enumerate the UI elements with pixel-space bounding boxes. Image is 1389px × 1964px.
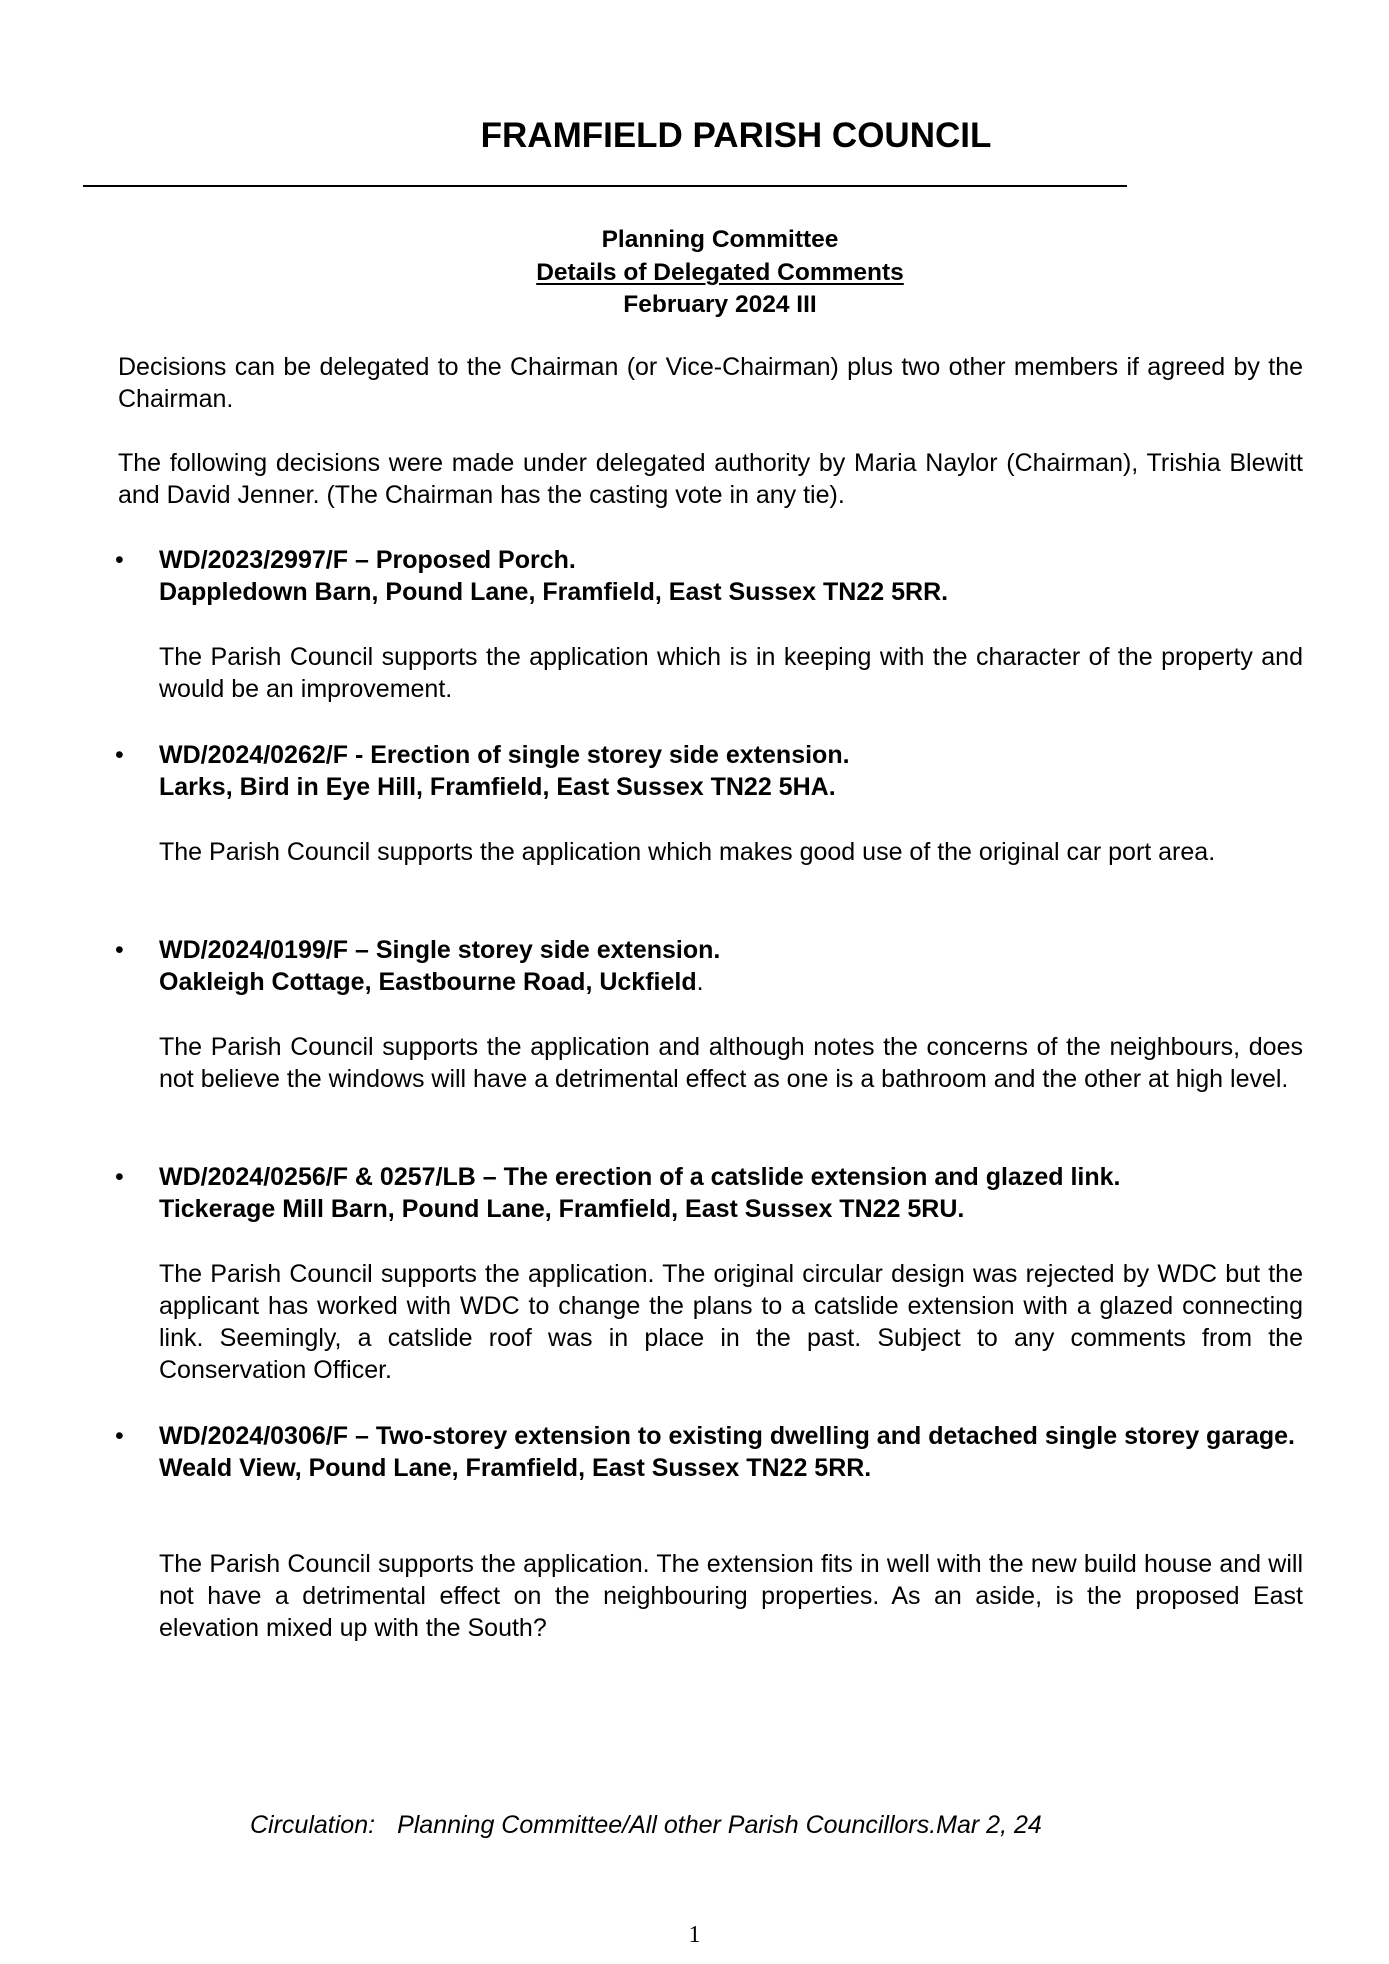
application-description: Single storey side extension. [375,936,721,964]
application-heading [159,934,1303,998]
application-description: Proposed Porch. [375,546,576,574]
bullet-icon: • [115,936,124,964]
bullet-icon: • [115,546,124,574]
bullet-icon: • [115,1163,124,1191]
application-address: Tickerage Mill Barn, Pound Lane, Framfield, East Sussex TN22 5RU. [159,1195,965,1223]
application-heading [159,1420,1303,1484]
application-description: The erection of a catslide extension and glazed link. [503,1163,1121,1191]
circulation-label: Circulation: [250,1811,376,1839]
application-heading [159,739,1303,803]
header-divider [83,185,1127,187]
application-heading [159,544,1303,608]
address-suffix: . [696,968,704,996]
application-address: Oakleigh Cottage, Eastbourne Road, Uckfield [159,968,697,996]
bullet-icon: • [115,741,124,769]
separator: – [354,936,369,964]
decision-makers-note: The following decisions were made under delegated authority by Maria Naylor (Chairman), Trishia Blewitt and David Jenner. (The Chairman has the casting vote in any tie). [118,449,1303,509]
circulation-text: Planning Committee/All other Parish Councillors.Mar 2, 24 [397,1811,1042,1839]
application-address: Larks, Bird in Eye Hill, Framfield, East Sussex TN22 5HA. [159,773,836,801]
separator: – [354,1422,369,1450]
application-comment: The Parish Council supports the application which makes good use of the original car port area. [159,838,1216,866]
application-reference: WD/2024/0306/F [159,1422,348,1450]
application-description: Two-storey extension to existing dwelling and detached single storey garage. [375,1422,1295,1450]
application-comment: The Parish Council supports the application which is in keeping with the character of the property and would be an improvement. [159,643,1303,703]
application-reference: WD/2024/0262/F [159,741,348,769]
application-heading [159,1161,1303,1225]
separator: – [354,546,369,574]
period-heading: February 2024 III [623,291,817,318]
application-comment: The Parish Council supports the application. The extension fits in well with the new build house and will not have a detrimental effect on the neighbouring properties. As an aside, is the proposed East elevation mixed up with the South? [159,1550,1303,1642]
application-comment: The Parish Council supports the application. The original circular design was rejected by WDC but the applicant has worked with WDC to change the plans to a catslide extension with a glazed connecting link. Seemingly, a catslide roof was in place in the past. Subject to any comments from the Conservation Officer. [159,1260,1303,1384]
circulation-line [250,1809,1170,1841]
bullet-icon: • [115,1422,124,1450]
application-reference: WD/2024/0199/F [159,936,348,964]
application-description: Erection of single storey side extension. [370,741,850,769]
committee-heading: Planning Committee [601,226,839,253]
document-title-text: Details of Delegated Comments [536,259,904,286]
application-comment: The Parish Council supports the application and although notes the concerns of the neighbours, does not believe the windows will have a detrimental effect as one is a bathroom and the other at high level. [159,1033,1303,1093]
application-address: Dappledown Barn, Pound Lane, Framfield, East Sussex TN22 5RR. [159,578,949,606]
application-reference: WD/2023/2997/F [159,546,348,574]
separator: – [482,1163,497,1191]
document-title [0,257,1389,289]
organisation-title: FRAMFIELD PARISH COUNCIL [480,116,992,155]
page-number: 1 [688,1922,701,1948]
delegation-note: Decisions can be delegated to the Chairman (or Vice-Chairman) plus two other members if agreed by the Chairman. [118,353,1303,413]
separator: - [354,741,364,769]
application-address: Weald View, Pound Lane, Framfield, East Sussex TN22 5RR. [159,1454,872,1482]
application-reference: WD/2024/0256/F & 0257/LB [159,1163,476,1191]
